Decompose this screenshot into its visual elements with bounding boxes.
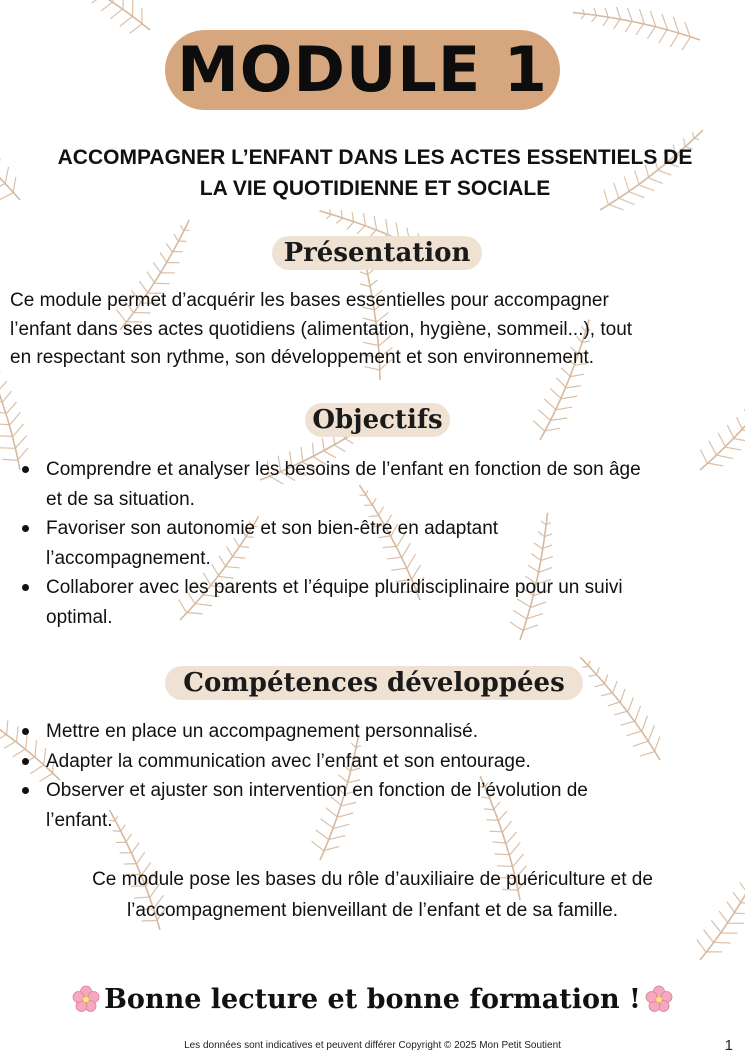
list-item — [20, 776, 745, 835]
list-item-line: Comprendre et analyser les besoins de l’enfant en fonction de son âge — [46, 459, 641, 480]
list-item-line: et de sa situation. — [46, 488, 195, 510]
competences-list — [20, 717, 745, 835]
closing-line: l’accompagnement bienveillant de l’enfant et de sa famille. — [126, 900, 619, 921]
list-item — [20, 747, 745, 777]
list-item-line: Collaborer avec les parents et l’équipe pluridisciplinaire pour un suivi — [46, 577, 623, 598]
presentation-paragraph — [10, 287, 740, 373]
objectifs-list — [20, 455, 745, 632]
objectifs-heading — [305, 403, 450, 437]
list-item-line: Mettre en place un accompagnement personnalisé. — [46, 721, 478, 742]
competences-heading-text: Compétences développées — [183, 668, 565, 698]
list-item — [20, 573, 745, 632]
presentation-heading-text: Présentation — [283, 238, 471, 268]
list-item — [20, 514, 745, 573]
list-item — [20, 717, 745, 747]
list-item — [20, 455, 745, 514]
list-item-line: Adapter la communication avec l’enfant et son entourage. — [46, 750, 531, 772]
subtitle-line: ACCOMPAGNER L’ENFANT DANS LES ACTES ESSENTIELS DE — [57, 146, 693, 169]
module-subtitle — [10, 142, 740, 204]
cherry-blossom-icon — [72, 985, 100, 1013]
module-title: MODULE 1 — [177, 33, 548, 106]
list-item-line: optimal. — [46, 606, 113, 628]
farewell-message — [40, 980, 705, 1018]
paragraph-line: l’enfant dans ses actes quotidiens (alimentation, hygiène, sommeil...), tout — [10, 318, 633, 340]
closing-statement — [30, 864, 715, 926]
cherry-blossom-icon — [645, 985, 673, 1013]
list-item-line: Favoriser son autonomie et son bien-être en adaptant — [46, 518, 499, 539]
farewell-text: Bonne lecture et bonne formation ! — [104, 983, 641, 1015]
paragraph-line: Ce module permet d’acquérir les bases essentielles pour accompagner — [10, 290, 609, 311]
subtitle-line: LA VIE QUOTIDIENNE ET SOCIALE — [199, 177, 551, 200]
presentation-heading — [272, 236, 482, 270]
list-item-line: l’enfant. — [46, 809, 113, 831]
footer-disclaimer: Les données sont indicatives et peuvent différer Copyright © 2025 Mon Petit Soutient — [184, 1040, 561, 1051]
competences-heading — [165, 666, 583, 700]
module-title-badge — [165, 30, 560, 110]
paragraph-line: en respectant son rythme, son développement et son environnement. — [10, 347, 595, 368]
list-item-line: Observer et ajuster son intervention en fonction de l’évolution de — [46, 780, 588, 801]
objectifs-heading-text: Objectifs — [312, 405, 443, 435]
list-item-line: l’accompagnement. — [46, 547, 211, 569]
closing-line: Ce module pose les bases du rôle d’auxiliaire de puériculture et de — [92, 869, 653, 890]
page-number: 1 — [724, 1037, 733, 1054]
